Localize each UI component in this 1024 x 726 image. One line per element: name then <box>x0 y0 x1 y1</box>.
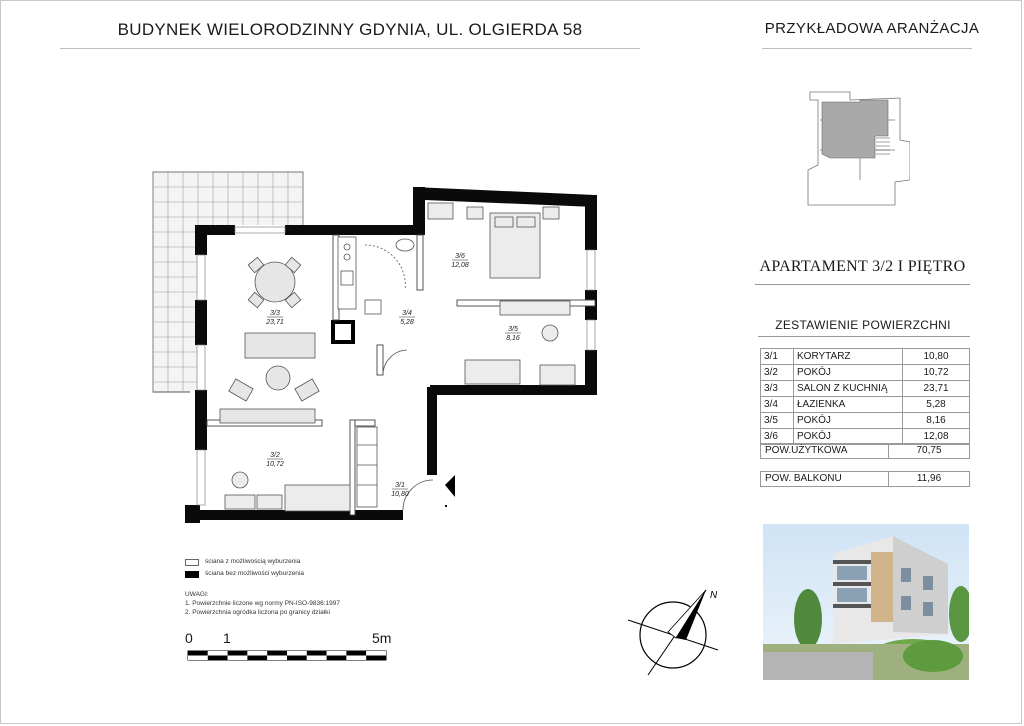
removable-wall-swatch <box>185 559 199 566</box>
north-arrow-icon <box>628 580 728 680</box>
apartment-title: APARTAMENT 3/2 I PIĘTRO <box>759 258 966 275</box>
room-area: 10,80 <box>903 349 970 365</box>
scale-bar <box>185 630 390 670</box>
room-name: KORYTARZ <box>794 349 903 365</box>
room-label-number: 3/4 <box>402 310 412 317</box>
room-number: 3/4 <box>761 397 794 413</box>
room-name: POKÓJ <box>794 365 903 381</box>
notes-heading: UWAGI: <box>185 591 209 598</box>
kitchen <box>338 237 356 309</box>
apartment-divider <box>755 284 970 285</box>
room-label-number: 3/3 <box>270 310 280 317</box>
room-label-area: 5,28 <box>400 319 414 326</box>
room-area: 23,71 <box>903 381 970 397</box>
notes <box>185 590 340 617</box>
usable-area-label: POW.UŻYTKOWA <box>765 445 848 456</box>
area-row <box>761 381 970 397</box>
room-name: POKÓJ <box>794 413 903 429</box>
room-label-number: 3/1 <box>395 482 405 489</box>
summary-title: ZESTAWIENIE POWIERZCHNI <box>775 318 951 332</box>
room-label-number: 3/2 <box>270 452 280 459</box>
load-bearing-wall-swatch <box>185 571 199 578</box>
load-bearing-wall-label: ściana bez możliwości wyburzenia <box>205 570 304 577</box>
usable-area-box <box>760 443 970 459</box>
room-name: ŁAZIENKA <box>794 397 903 413</box>
building-render <box>763 524 969 680</box>
summary-divider <box>758 336 970 337</box>
room-label-area: 23,71 <box>266 319 284 326</box>
room-label-area: 12,08 <box>451 262 469 269</box>
title-divider <box>60 48 640 49</box>
room-number: 3/3 <box>761 381 794 397</box>
balcony-area-value: 11,96 <box>888 472 969 486</box>
north-label: N <box>710 590 718 601</box>
room-number: 3/1 <box>761 349 794 365</box>
room-label-area: 8,16 <box>506 335 520 342</box>
room-area: 8,16 <box>903 413 970 429</box>
room-label-area: 10,72 <box>266 461 284 468</box>
room-number: 3/6 <box>761 429 794 445</box>
room-area: 12,08 <box>903 429 970 445</box>
arrangement-divider <box>762 48 972 49</box>
floor-plan <box>145 165 615 530</box>
scale-graphic <box>185 650 390 662</box>
area-row <box>761 365 970 381</box>
room-name: POKÓJ <box>794 429 903 445</box>
arrangement-title: PRZYKŁADOWA ARANŻACJA <box>764 20 980 37</box>
scale-five: 5m <box>372 630 392 646</box>
room-label-number: 3/6 <box>455 253 465 260</box>
scale-one: 1 <box>223 630 231 646</box>
wardrobe <box>357 427 377 507</box>
area-row <box>761 397 970 413</box>
room-area: 5,28 <box>903 397 970 413</box>
room-label-number: 3/5 <box>508 326 518 333</box>
room-label-area: 10,80 <box>391 491 409 498</box>
note-2: 2. Powierzchnia ogródka liczona po granicy działki <box>185 609 330 616</box>
room-area: 10,72 <box>903 365 970 381</box>
removable-wall-label: ściana z możliwością wyburzenia <box>205 558 301 565</box>
scale-zero: 0 <box>185 630 193 646</box>
room-number: 3/2 <box>761 365 794 381</box>
area-row <box>761 413 970 429</box>
balcony-area-box <box>760 471 970 487</box>
key-plan <box>800 90 910 210</box>
room-number: 3/5 <box>761 413 794 429</box>
room-name: SALON Z KUCHNIĄ <box>794 381 903 397</box>
area-row <box>761 349 970 365</box>
area-table <box>760 348 970 445</box>
note-1: 1. Powierzchnie liczone wg normy PN-ISO-9836:1997 <box>185 600 340 607</box>
usable-area-value: 70,75 <box>888 444 969 458</box>
balcony-area-label: POW. BALKONU <box>765 473 842 484</box>
page-title: BUDYNEK WIELORODZINNY GDYNIA, UL. OLGIERDA 58 <box>117 20 583 39</box>
